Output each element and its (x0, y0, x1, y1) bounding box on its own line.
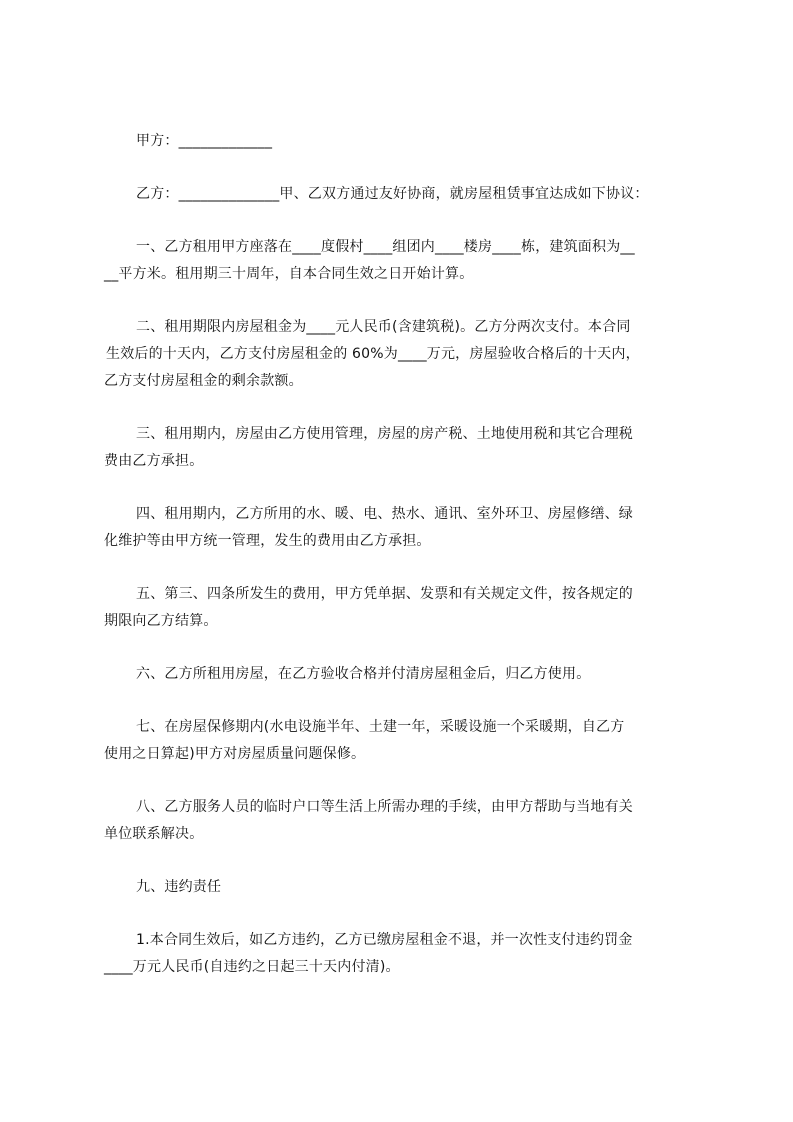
party-a-line: 甲方：_____________ (136, 133, 273, 149)
clause-3-line-2: 费由乙方承担。 (104, 453, 204, 469)
clause-6-line-1: 六、乙方所租用房屋，在乙方验收合格并付清房屋租金后，归乙方使用。 (136, 666, 591, 682)
clause-8-line-1: 八、乙方服务人员的临时户口等生活上所需办理的手续，由甲方帮助与当地有关 (136, 799, 633, 815)
clause-2-line-2: 生效后的十天内，乙方支付房屋租金的 60%为____万元，房屋验收合格后的十天内， (106, 346, 640, 362)
party-b-line: 乙方：______________甲、乙双方通过友好协商，就房屋租赁事宜达成如下协议： (136, 186, 649, 202)
clause-9-1-line-2: ____万元人民币(自违约之日起三十天内付清)。 (104, 959, 400, 975)
clause-7-line-1: 七、在房屋保修期内(水电设施半年、土建一年，采暖设施一个采暖期，自乙方 (136, 719, 625, 735)
clause-4-line-2: 化维护等由甲方统一管理，发生的费用由乙方承担。 (104, 533, 431, 549)
section-9-heading: 九、违约责任 (136, 879, 222, 895)
clause-1-line-1: 一、乙方租用甲方座落在____度假村____组团内____楼房____栋，建筑面积为__ (136, 239, 635, 255)
clause-5-line-2: 期限向乙方结算。 (104, 613, 218, 629)
clause-4-line-1: 四、租用期内，乙方所用的水、暖、电、热水、通讯、室外环卫、房屋修缮、绿 (136, 506, 633, 522)
clause-5-line-1: 五、第三、四条所发生的费用，甲方凭单据、发票和有关规定文件，按各规定的 (136, 586, 633, 602)
clause-7-line-2: 使用之日算起)甲方对房屋质量问题保修。 (104, 746, 366, 762)
clause-3-line-1: 三、租用期内，房屋由乙方使用管理，房屋的房产税、土地使用税和其它合理税 (136, 426, 633, 442)
clause-2-line-3: 乙方支付房屋租金的剩余款额。 (104, 373, 303, 389)
clause-9-1-line-1: 1.本合同生效后，如乙方违约，乙方已缴房屋租金不退，并一次性支付违约罚金 (136, 932, 633, 948)
clause-8-line-2: 单位联系解决。 (104, 826, 204, 842)
clause-2-line-1: 二、租用期限内房屋租金为____元人民币(含建筑税)。乙方分两次支付。本合同 (136, 319, 631, 335)
clause-1-line-2: __平方米。租用期三十周年，自本合同生效之日开始计算。 (104, 266, 474, 282)
